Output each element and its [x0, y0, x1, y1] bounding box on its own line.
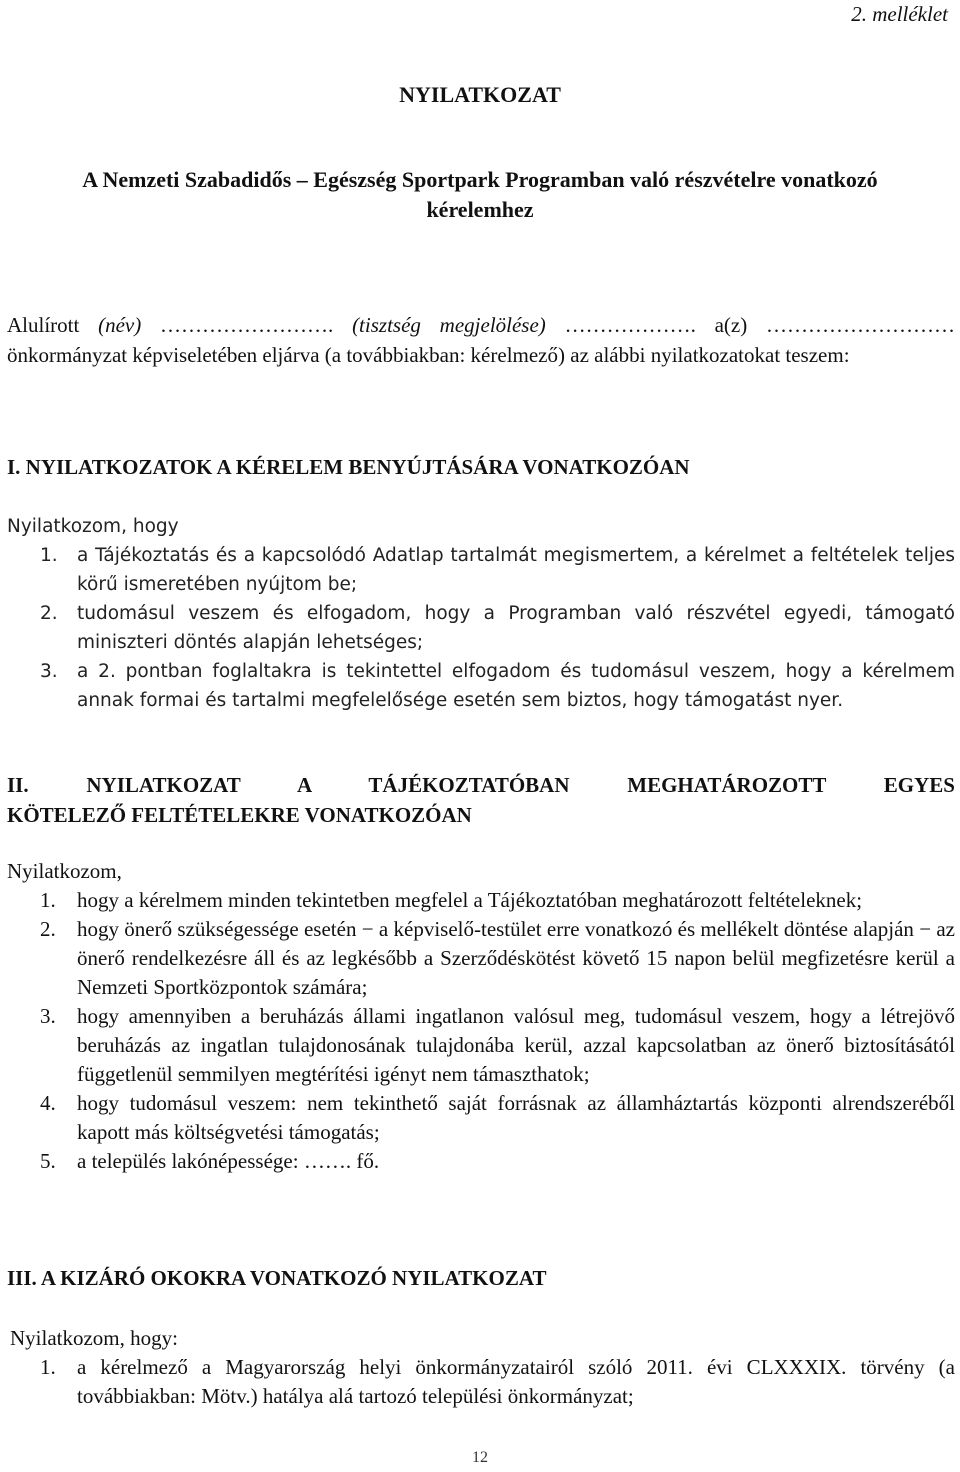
annex-label: 2. melléklet — [851, 2, 948, 26]
section-2-heading: II. NYILATKOZAT A TÁJÉKOZTATÓBAN MEGHATÁROZOTT EGYES KÖTELEZŐ FELTÉTELEKRE VONATKOZÓAN — [7, 773, 955, 827]
section-2-lead: Nyilatkozom, — [7, 859, 122, 883]
list-item: 1. a kérelmező a Magyarország helyi önkormányzatairól szóló 2011. évi CLXXXIX. törvény (a továbbiakban: Mötv.) hatálya alá tartozó települési önkormányzat; — [40, 1355, 955, 1408]
list-item: 3. a 2. pontban foglaltakra is tekintettel elfogadom és tudomásul veszem, hogy a kérelmem annak formai és tartalmi megfelelősége esetén sem biztos, hogy támogatást nyer. — [40, 661, 955, 711]
name-placeholder: ……………………. — [141, 313, 353, 337]
section-1-list — [40, 541, 955, 715]
intro-text-rest: ………………. a(z) ……………………… önkormányzat képviseletében eljárva (a továbbiakban: kérelmező) az alábbi nyilatkozatokat teszem: — [7, 313, 955, 367]
document-subtitle — [0, 165, 960, 225]
page-number: 12 — [472, 1449, 488, 1466]
list-item: 3. hogy amennyiben a beruházás állami ingatlanon valósul meg, tudomásul veszem, hogy a létrejövő beruházás az ingatlan tulajdonosának tulajdonába kerül, azzal kapcsolatban az önerő biztosításától függetlenül semmilyen megtérítési igényt nem támaszthatok; — [40, 1004, 955, 1086]
list-item: 5. a település lakónépessége: ……. fő. — [40, 1149, 380, 1173]
list-item: 1. a Tájékoztatás és a kapcsolódó Adatlap tartalmát megismertem, a kérelmet a feltételek teljes körű ismeretében nyújtom be; — [40, 545, 955, 595]
document-title: NYILATKOZAT — [399, 82, 561, 107]
list-item: 4. hogy tudomásul veszem: nem tekinthető saját forrásnak az államháztartás központi alrendszeréből kapott más költségvetési támogatás; — [40, 1091, 955, 1144]
intro-paragraph — [7, 310, 955, 370]
section-3-list — [40, 1353, 955, 1411]
list-item: 2. hogy önerő szükségessége esetén − a képviselő-testület erre vonatkozó és mellékelt döntése alapján − az önerő rendelkezésre áll és az legkésőbb a Szerződéskötést követő 15 napon belül megfizetésre kerül a Nemzeti Sportközpontok számára; — [40, 917, 955, 999]
section-3-lead: Nyilatkozom, hogy: — [10, 1326, 178, 1350]
subtitle-line-2: kérelemhez — [426, 197, 534, 222]
list-item: 1. hogy a kérelmem minden tekintetben megfelel a Tájékoztatóban meghatározott feltételeknek; — [40, 888, 863, 912]
name-label: (név) — [98, 313, 142, 337]
section-1-lead: Nyilatkozom, hogy — [7, 516, 179, 537]
position-label: (tisztség megjelölése) — [352, 313, 546, 337]
list-item: 2. tudomásul veszem és elfogadom, hogy a Programban való részvétel egyedi, támogató miniszteri döntés alapján lehetséges; — [40, 603, 955, 653]
subtitle-line-1: A Nemzeti Szabadidős – Egészség Sportpark Programban való részvételre vonatkozó — [82, 167, 878, 192]
section-1-heading: I. NYILATKOZATOK A KÉRELEM BENYÚJTÁSÁRA VONATKOZÓAN — [7, 455, 690, 479]
intro-text-start: Alulírott — [7, 313, 99, 337]
section-2-list — [40, 886, 955, 1176]
section-3-heading: III. A KIZÁRÓ OKOKRA VONATKOZÓ NYILATKOZAT — [7, 1266, 547, 1290]
